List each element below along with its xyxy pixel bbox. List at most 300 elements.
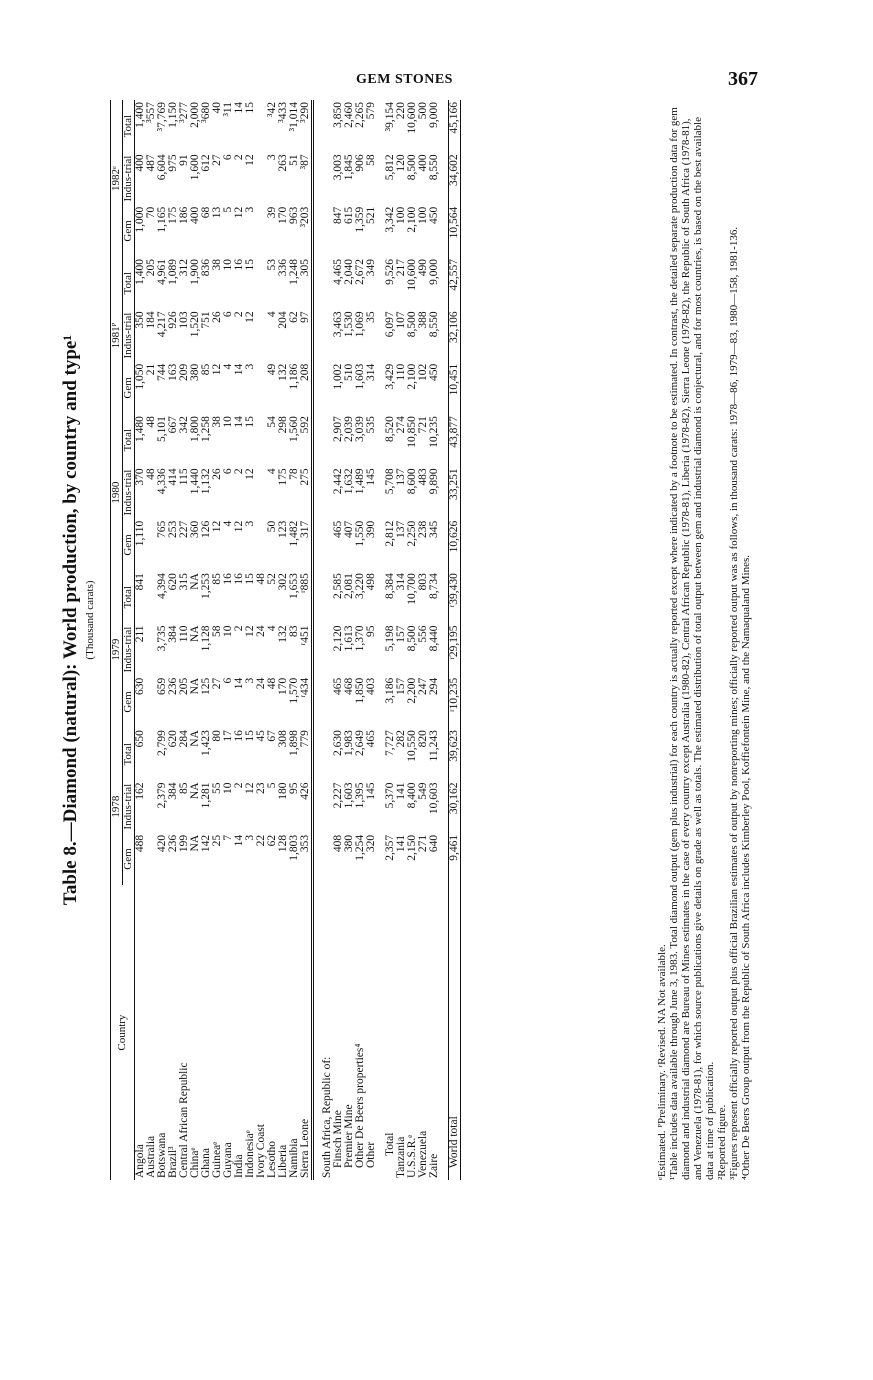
- table-cell: 102: [417, 363, 429, 381]
- table-cell: 16: [233, 259, 245, 271]
- table-cell: 107: [395, 311, 407, 329]
- table-cell: 15: [244, 573, 256, 585]
- table-cell: 14: [233, 416, 245, 428]
- table-cell: 8,440: [428, 625, 440, 652]
- country-name: Total: [384, 1132, 396, 1156]
- country-name: Lesotho: [266, 1140, 278, 1178]
- year-header: 1979: [111, 571, 123, 728]
- table-cell: 67: [266, 730, 278, 742]
- table-cell: 217: [395, 259, 407, 277]
- table-cell: 2,799: [156, 730, 168, 757]
- column-header-gem: Gem: [122, 377, 134, 399]
- table-cell: 205: [178, 677, 190, 696]
- table-cell: 2,585: [332, 573, 344, 599]
- table-cell: 45: [255, 730, 267, 742]
- table-cell: 85: [178, 782, 190, 794]
- table-cell: 1,400: [134, 102, 146, 128]
- table-cell: 2: [233, 311, 245, 318]
- table-cell: 175: [277, 468, 289, 486]
- table-cell: 1,530: [343, 311, 355, 338]
- year-header: 1978: [111, 728, 123, 885]
- table-cell: 1,560: [288, 416, 300, 442]
- table-cell: 388: [417, 311, 429, 329]
- table-cell: 2,040: [343, 259, 355, 285]
- country-name: Venezuela: [417, 1130, 429, 1178]
- table-cell: 3,735: [156, 625, 168, 652]
- table-cell: 836: [200, 259, 212, 277]
- table-cell: 2,357: [384, 834, 396, 861]
- table-cell: 33,251: [448, 468, 460, 501]
- table-cell: 4: [266, 311, 278, 318]
- table-cell: 22: [255, 834, 267, 847]
- table-cell: 52: [266, 573, 278, 585]
- table-cell: 1,132: [200, 468, 212, 495]
- table-cell: 12: [233, 206, 245, 219]
- table-cell: 744: [156, 363, 168, 381]
- table-cell: 137: [395, 468, 407, 486]
- table-cell: 100: [395, 206, 407, 224]
- table-cell: 5,812: [384, 154, 396, 181]
- country-name: Other De Beers properties⁴: [354, 1043, 366, 1168]
- table-cell: NA: [189, 625, 201, 643]
- table-cell: 2: [233, 468, 245, 475]
- table-cell: 58: [211, 625, 223, 637]
- table-cell: 1,850: [354, 677, 366, 704]
- table-cell: 620: [167, 730, 179, 748]
- table-cell: 975: [167, 154, 179, 172]
- table-cell: 803: [417, 573, 429, 591]
- table-cell: 450: [428, 363, 440, 381]
- table-cell: 1,603: [343, 782, 355, 809]
- table-cell: 141: [395, 834, 407, 853]
- country-name: Finsch Mine: [332, 1110, 344, 1168]
- column-header-industrial: Indus-trial: [122, 626, 134, 673]
- table-cell: 48: [255, 573, 267, 585]
- table-cell: 42,557: [448, 259, 460, 291]
- table-cell: 78: [288, 468, 300, 480]
- table-cell: 1,258: [200, 416, 212, 442]
- table-cell: 27: [211, 677, 223, 690]
- table-cell: 6: [222, 311, 234, 318]
- table-cell: 1,520: [189, 311, 201, 338]
- table-cell: ʳ434: [299, 677, 311, 698]
- table-cell: 62: [266, 834, 278, 847]
- table-cell: 3: [244, 677, 256, 684]
- country-name: Chinaᵉ: [189, 1147, 201, 1178]
- column-header-total: Total: [122, 743, 134, 766]
- table-cell: ³42: [266, 102, 278, 117]
- table-cell: 314: [395, 573, 407, 591]
- table-cell: 126: [200, 520, 212, 539]
- table-cell: 4: [266, 625, 278, 632]
- table-cell: 1,603: [354, 363, 366, 390]
- table-cell: 592: [299, 416, 311, 434]
- section-heading: South Africa, Republic of:: [321, 1056, 333, 1178]
- table-cell: 3: [244, 206, 256, 213]
- country-name: Guyana: [222, 1142, 234, 1178]
- table-subtitle: (Thousand carats): [84, 580, 96, 660]
- table-cell: 488: [134, 834, 146, 853]
- table-cell: 8,500: [406, 311, 418, 338]
- table-cell: 100: [417, 206, 429, 224]
- country-name: Namibia: [288, 1138, 300, 1178]
- country-name: Australia: [145, 1135, 157, 1178]
- table-cell: 220: [395, 102, 407, 120]
- table-cell: 487: [145, 154, 157, 172]
- table-cell: 5,101: [156, 416, 168, 442]
- country-name: Other: [365, 1141, 377, 1168]
- table-cell: 170: [277, 206, 289, 224]
- table-cell: ³557: [145, 102, 157, 123]
- table-cell: 414: [167, 468, 179, 486]
- table-cell: 142: [200, 834, 212, 853]
- table-cell: 30,162: [448, 782, 460, 815]
- table-cell: 115: [178, 468, 190, 486]
- table-cell: 2,812: [384, 520, 396, 547]
- column-header-total: Total: [122, 114, 134, 138]
- country-name: World total: [448, 1116, 460, 1168]
- country-header: Country: [111, 885, 135, 1180]
- table-cell: 10,564: [448, 206, 460, 239]
- table-cell: [256, 309, 267, 361]
- table-cell: 110: [178, 625, 190, 643]
- table-cell: 6,097: [384, 311, 396, 338]
- table-cell: 630: [134, 677, 146, 696]
- table-cell: 556: [417, 625, 429, 643]
- table-cell: 15: [244, 259, 256, 271]
- table-cell: 1,423: [200, 730, 212, 757]
- table-cell: 263: [277, 154, 289, 172]
- table-cell: 847: [332, 206, 344, 224]
- table-cell: 14: [233, 363, 245, 376]
- table-cell: 615: [343, 206, 355, 224]
- table-cell: 4: [222, 520, 234, 527]
- country-name: India: [233, 1154, 245, 1178]
- country-name: Premier Mine: [343, 1104, 355, 1168]
- country-name: Brazil³: [167, 1146, 179, 1178]
- table-row: [366, 100, 377, 1180]
- table-cell: 26: [211, 468, 223, 480]
- table-cell: 380: [343, 834, 355, 853]
- table-cell: NA: [189, 834, 201, 852]
- table-cell: 3,342: [384, 206, 396, 233]
- table-cell: 1,150: [167, 102, 179, 128]
- table-cell: 342: [178, 416, 190, 434]
- table-cell: 8,500: [406, 625, 418, 652]
- table-cell: 490: [417, 259, 429, 277]
- table-cell: 8,500: [406, 154, 418, 181]
- column-header-total: Total: [122, 586, 134, 609]
- table-cell: 8,734: [428, 573, 440, 599]
- table-cell: 48: [266, 677, 278, 690]
- table-cell: ³203: [299, 206, 311, 228]
- table-cell: 1,110: [134, 520, 146, 547]
- table-cell: 110: [395, 363, 407, 381]
- table-cell: 24: [255, 677, 267, 690]
- table-cell: 350: [134, 311, 146, 329]
- table-cell: ʳ29,195: [448, 625, 460, 660]
- country-name: Zaire: [428, 1153, 440, 1178]
- table-cell: 21: [145, 363, 157, 376]
- table-cell: 3: [244, 520, 256, 527]
- table-cell: 426: [299, 782, 311, 800]
- table-cell: 8,400: [406, 782, 418, 809]
- table-cell: 12: [211, 363, 223, 376]
- column-header-gem: Gem: [122, 534, 134, 556]
- running-title: GEM STONES: [356, 72, 453, 87]
- table-cell: 1,002: [332, 363, 344, 390]
- table-cell: 12: [211, 520, 223, 533]
- table-cell: 400: [189, 206, 201, 224]
- year-header: 1981ᴾ: [111, 257, 123, 414]
- table-cell: 450: [428, 206, 440, 224]
- table-cell: 2,379: [156, 782, 168, 809]
- table-cell: 4: [266, 468, 278, 475]
- table-cell: 9,890: [428, 468, 440, 495]
- table-cell: 17: [222, 730, 234, 742]
- table-cell: 9,461: [448, 834, 460, 861]
- table-cell: 579: [365, 102, 377, 120]
- table-cell: 2,100: [406, 363, 418, 390]
- table-cell: 80: [211, 730, 223, 742]
- table-cell: 400: [134, 154, 146, 172]
- table-cell: 186: [178, 206, 190, 224]
- table-cell: ³7,769: [156, 102, 168, 132]
- table-cell: 8,600: [406, 468, 418, 495]
- table-cell: 39,623: [448, 730, 460, 762]
- table-cell: 15: [244, 416, 256, 428]
- table-cell: 408: [332, 834, 344, 853]
- table-cell: 16: [233, 730, 245, 742]
- table-cell: 10,850: [406, 416, 418, 448]
- column-header-gem: Gem: [122, 691, 134, 713]
- column-header-industrial: Indus-trial: [122, 469, 134, 516]
- table-cell: 227: [178, 520, 190, 539]
- table-cell: 184: [145, 311, 157, 329]
- table-cell: 10,700: [406, 573, 418, 605]
- table-cell: 14: [233, 102, 245, 114]
- table-cell: 10,451: [448, 363, 460, 396]
- table-cell: 353: [299, 834, 311, 853]
- table-cell: 157: [395, 677, 407, 696]
- table-cell: 314: [365, 363, 377, 381]
- table-cell: 500: [417, 102, 429, 120]
- table-cell: 6,604: [156, 154, 168, 181]
- table-cell: 2,081: [343, 573, 355, 599]
- table-cell: 312: [178, 259, 190, 277]
- table-cell: 302: [277, 573, 289, 591]
- table-cell: ³1,014: [288, 102, 300, 132]
- table-cell: NA: [189, 730, 201, 747]
- table-cell: 345: [428, 520, 440, 539]
- table-cell: 10,603: [428, 782, 440, 815]
- table-cell: 1,983: [343, 730, 355, 757]
- table-cell: 274: [395, 416, 407, 434]
- table-cell: 906: [354, 154, 366, 172]
- table-cell: 3,003: [332, 154, 344, 181]
- table-cell: 1,370: [354, 625, 366, 652]
- table-cell: 282: [395, 730, 407, 748]
- table-cell: 667: [167, 416, 179, 434]
- table-cell: 132: [277, 625, 289, 643]
- table-cell: 83: [288, 625, 300, 637]
- table-cell: 8,520: [384, 416, 396, 442]
- table-cell: 211: [134, 625, 146, 643]
- table-cell: 1,613: [343, 625, 355, 652]
- table-cell: 9,000: [428, 102, 440, 128]
- table-cell: 275: [299, 468, 311, 486]
- table-cell: 10,600: [406, 259, 418, 291]
- table-cell: 765: [156, 520, 168, 539]
- table-cell: 91: [178, 154, 190, 166]
- table-cell: ʳ451: [299, 625, 311, 646]
- table-cell: 53: [266, 259, 278, 271]
- footnote: ³Figures represent officially reported output plus official Brazilian estimates of output by nonreporting mines; officially reported output was as follows, in thousand carats: 1978—86, 1979—83, 1980—158, 1981-136.: [728, 226, 740, 1180]
- table-cell: 4,394: [156, 573, 168, 599]
- table-cell: 3: [266, 154, 278, 161]
- table-cell: 3,429: [384, 363, 396, 390]
- table-cell: 420: [156, 834, 168, 853]
- table-cell: 3: [244, 834, 256, 841]
- table-cell: 1,254: [354, 834, 366, 861]
- country-name: Angola: [134, 1144, 146, 1178]
- table-cell: 2,442: [332, 468, 344, 495]
- table-cell: 10,235: [428, 416, 440, 448]
- table-cell: 3,220: [354, 573, 366, 599]
- table-cell: 12: [244, 311, 256, 323]
- table-cell: 549: [417, 782, 429, 800]
- table-cell: 1,653: [288, 573, 300, 599]
- country-name: Guineaᵉ: [211, 1141, 223, 1178]
- table-cell: NA: [189, 573, 201, 590]
- table-cell: 68: [200, 206, 212, 219]
- table-cell: 62: [288, 311, 300, 323]
- country-name: Indonesiaᵉ: [244, 1130, 256, 1178]
- table-cell: 12: [244, 468, 256, 480]
- table-cell: 253: [167, 520, 179, 539]
- table-cell: 236: [167, 834, 179, 853]
- table-cell: ³680: [200, 102, 212, 123]
- table-cell: 320: [365, 834, 377, 853]
- table-cell: 483: [417, 468, 429, 486]
- table-cell: 1,253: [200, 573, 212, 599]
- table-cell: 465: [332, 677, 344, 696]
- table-cell: 137: [395, 520, 407, 539]
- table-cell: 162: [134, 782, 146, 800]
- table-cell: 640: [428, 834, 440, 853]
- table-cell: 163: [167, 363, 179, 381]
- table-cell: 8,550: [428, 311, 440, 338]
- column-header-industrial: Indus-trial: [122, 312, 134, 359]
- table-cell: 12: [244, 782, 256, 794]
- table-cell: 25: [211, 834, 223, 847]
- table-cell: ³290: [299, 102, 311, 123]
- table-cell: 820: [417, 730, 429, 748]
- table-cell: 95: [365, 625, 377, 637]
- table-cell: 336: [277, 259, 289, 277]
- table-cell: 721: [417, 416, 429, 434]
- table-cell: ³9,154: [384, 102, 396, 132]
- table-cell: 1,440: [189, 468, 201, 495]
- table-cell: ʳ39,430: [448, 573, 460, 608]
- table-cell: 468: [343, 677, 355, 696]
- table-cell: 1,900: [189, 259, 201, 285]
- table-cell: 5,708: [384, 468, 396, 495]
- table-row: [300, 100, 313, 1180]
- footnote: ²Reported figure.: [716, 1104, 728, 1180]
- table-cell: NA: [189, 677, 201, 695]
- table-cell: 1,632: [343, 468, 355, 495]
- production-table: [110, 100, 461, 1180]
- table-cell: 4,217: [156, 311, 168, 338]
- table-cell: 5: [222, 206, 234, 213]
- table-cell: 2: [233, 154, 245, 161]
- table-cell: 247: [417, 677, 429, 696]
- country-name: Ivory Coast: [255, 1124, 267, 1178]
- table-cell: 1,845: [343, 154, 355, 181]
- table-cell: 349: [365, 259, 377, 277]
- table-cell: 1,248: [288, 259, 300, 285]
- table-cell: 271: [417, 834, 429, 853]
- table-cell: 1,000: [134, 206, 146, 233]
- table-cell: [256, 466, 267, 518]
- table-cell: 384: [167, 625, 179, 643]
- table-cell: 370: [134, 468, 146, 486]
- table-row: [245, 100, 256, 1180]
- table-cell: 620: [167, 573, 179, 591]
- table-cell: 407: [343, 520, 355, 539]
- table-cell: 1,359: [354, 206, 366, 233]
- table-cell: 1,482: [288, 520, 300, 547]
- table-cell: 1,898: [288, 730, 300, 757]
- table-cell: 24: [255, 625, 267, 637]
- table-cell: 2,150: [406, 834, 418, 861]
- rotated-table-block: [60, 60, 790, 1180]
- table-cell: 1,800: [189, 416, 201, 442]
- table-cell: 298: [277, 416, 289, 434]
- footnotes: [656, 100, 752, 1180]
- table-cell: 70: [145, 206, 157, 219]
- table-cell: 51: [288, 154, 300, 166]
- table-cell: 209: [178, 363, 190, 381]
- table-cell: 15: [244, 730, 256, 742]
- table-cell: 612: [200, 154, 212, 172]
- table-cell: 1,128: [200, 625, 212, 652]
- table-cell: 4,961: [156, 259, 168, 285]
- table-cell: 2,460: [343, 102, 355, 128]
- table-cell: 48: [145, 416, 157, 428]
- table-cell: 12: [244, 625, 256, 637]
- table-cell: ʳ885: [299, 573, 311, 593]
- table-cell: 4: [222, 363, 234, 370]
- column-header-gem: Gem: [122, 220, 134, 242]
- table-cell: 238: [417, 520, 429, 539]
- table-cell: ³87: [299, 154, 311, 170]
- table-cell: 23: [255, 782, 267, 794]
- table-cell: 97: [299, 311, 311, 323]
- column-header-industrial: Indus-trial: [122, 783, 134, 830]
- table-cell: 2,649: [354, 730, 366, 757]
- table-cell: 10: [222, 782, 234, 794]
- table-cell: 35: [365, 311, 377, 323]
- table-cell: 2,100: [406, 206, 418, 233]
- table-cell: 170: [277, 677, 289, 696]
- table-cell: 128: [277, 834, 289, 853]
- table-cell: 1,550: [354, 520, 366, 547]
- table-cell: 400: [417, 154, 429, 172]
- country-name: Botswana: [156, 1132, 168, 1178]
- table-cell: 315: [178, 573, 190, 591]
